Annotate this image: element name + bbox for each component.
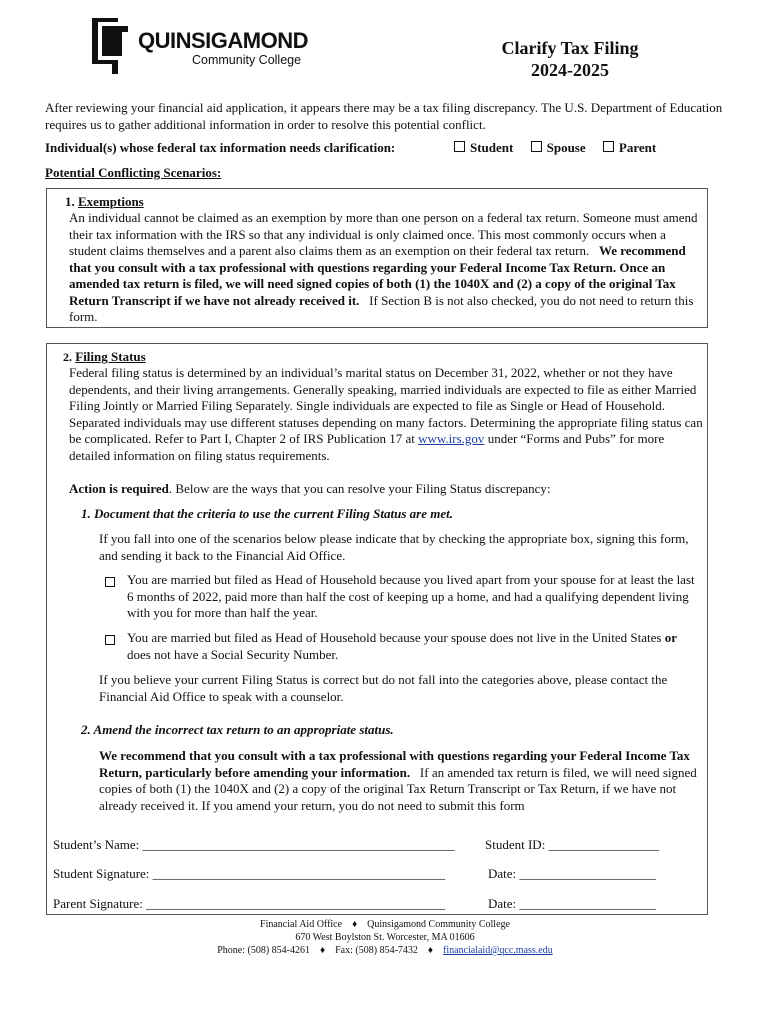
- section-1-text: An individual cannot be claimed as an exemption by more than one person on a federal tax return. Someone must amend their tax information with the IRS so that any individual is only claimed once. This most commonly occurs when a student claims themselves and a parent also claims them as an exemption on their federal tax return.: [69, 210, 698, 258]
- student-date-field[interactable]: Date: _____________________: [488, 866, 656, 881]
- student-id-field[interactable]: Student ID: _________________: [485, 837, 660, 852]
- section-2-body: [69, 365, 703, 464]
- parent-date-field[interactable]: Date: _____________________: [488, 896, 656, 911]
- parent-signature-field[interactable]: Parent Signature: ______________________________________________: [53, 896, 446, 911]
- scenarios-heading: Potential Conflicting Scenarios:: [45, 165, 222, 180]
- student-name-field[interactable]: Student’s Name: ________________________________________________: [53, 837, 455, 852]
- check-2-box[interactable]: [105, 633, 115, 649]
- footer-phone: Phone: (508) 854-4261: [217, 945, 311, 956]
- footer-office: Financial Aid Office: [260, 919, 343, 930]
- checkbox-icon[interactable]: [531, 141, 542, 152]
- title-line-2: 2024-2025: [531, 60, 609, 80]
- section-2-text-after: under “Forms and Pubs” for more detailed information on filing status requirements.: [69, 431, 665, 463]
- check-2-text-b: does not have a Social Security Number.: [127, 646, 339, 662]
- check-1-box[interactable]: [105, 575, 115, 591]
- footer-line-3: [0, 944, 770, 957]
- section-exemptions: [46, 188, 708, 328]
- title-line-1: Clarify Tax Filing: [501, 38, 639, 58]
- check-2-text: [127, 630, 703, 663]
- logo-name: QUINSIGAMOND: [138, 28, 308, 53]
- footer-separator: ♦: [352, 919, 358, 930]
- option-1-title: 1. Document that the criteria to use the current Filing Status are met.: [81, 506, 453, 521]
- intro-paragraph: After reviewing your financial aid application, it appears there may be a tax filing discrepancy. The U.S. Department of Education requires us to gather additional information in order to resolve this potential conflict.: [45, 100, 723, 132]
- check-2-or: or: [664, 630, 677, 645]
- option-parent[interactable]: [603, 140, 656, 155]
- footer-email-link[interactable]: financialaid@qcc.mass.edu: [443, 945, 553, 956]
- checkbox-icon[interactable]: [603, 141, 614, 152]
- checkbox-icon[interactable]: [454, 141, 465, 152]
- section-1-number: 1.: [65, 194, 75, 209]
- footer-separator: ♦: [427, 945, 434, 956]
- footer-address: 670 West Boylston St. Worcester, MA 01606: [295, 932, 475, 943]
- option-student-label: Student: [470, 140, 514, 155]
- footer-line-1: [0, 918, 770, 931]
- option-2-bold: We recommend that you consult with a tax professional with questions regarding your Federal Income Tax Return, particularly before amending your information.: [99, 748, 690, 780]
- logo-subtitle: Community College: [192, 53, 302, 67]
- section-2-title: Filing Status: [75, 349, 146, 364]
- option-student[interactable]: [454, 140, 513, 155]
- check-1-text: You are married but filed as Head of Household because you lived apart from your spouse for at least the last 6 months of 2022, paid more than half the cost of keeping up a home, and had a qualifying dependent living with you for more than half the year.: [127, 572, 695, 620]
- section-1-text-2: If Section B is not also checked, you do not need to return this form.: [69, 292, 694, 324]
- action-required: [69, 481, 703, 498]
- individuals-label: Individual(s) whose federal tax information needs clarification:: [45, 140, 396, 155]
- student-signature-field[interactable]: Student Signature: _____________________________________________: [53, 866, 446, 881]
- section-1-title: Exemptions: [78, 194, 144, 209]
- section-2-heading: [63, 349, 146, 365]
- checkbox-icon[interactable]: [105, 635, 115, 645]
- section-1-heading: [65, 194, 144, 210]
- action-required-bold: Action is required: [69, 481, 169, 496]
- section-1-bold: We recommend that you consult with a tax professional with questions regarding your Federal Income Tax Return. Once an amended tax return is filed, we will need signed copies of both (1) the 1040X and (2) a copy of the original Tax Return Transcript if we have not already received it.: [69, 243, 686, 308]
- option-2-text: If an amended tax return is filed, we will need signed copies of both (1) the 1040X and (2) a copy of the original Tax Return Transcript or Tax Return, if we have not already received it. If you amend your return, you do not need to submit this form: [99, 764, 697, 813]
- page-title: [470, 37, 670, 81]
- action-required-text: . Below are the ways that you can resolve your Filing Status discrepancy:: [168, 481, 551, 496]
- option-1-after: If you believe your current Filing Status is correct but do not fall into the categories above, please contact the Financial Aid Office to speak with a counselor.: [99, 672, 668, 704]
- irs-link[interactable]: www.irs.gov: [418, 431, 485, 446]
- option-2-body: [99, 748, 703, 814]
- section-1-body: [69, 210, 703, 326]
- checkbox-icon[interactable]: [105, 577, 115, 587]
- section-2-text: Federal filing status is determined by an individual’s marital status on December 31, 2022, whether or not they have dependents, and their living arrangements. Generally speaking, married individuals are expected to file as either Married Filing Jointly or Married Filing Separately. Single individuals are expected to file as Single or Head of Household. Separated individuals may use different statuses depending on many factors. Determining the appropriate filing status can be complicated. Refer to Part I, Chapter 2 of IRS Publication 17 at: [69, 365, 703, 446]
- option-1-text: If you fall into one of the scenarios below please indicate that by checking the appropriate box, signing this form, and sending it back to the Financial Aid Office.: [99, 531, 689, 563]
- section-2-number: 2.: [63, 350, 72, 364]
- section-filing-status: [46, 343, 708, 915]
- individuals-options: [454, 140, 670, 156]
- check-2-text-a: You are married but filed as Head of Household because your spouse does not live in the United States: [127, 630, 662, 645]
- option-2-title: 2. Amend the incorrect tax return to an appropriate status.: [81, 722, 394, 737]
- option-parent-label: Parent: [618, 140, 657, 155]
- footer-separator: ♦: [320, 945, 326, 956]
- footer-college: Quinsigamond Community College: [367, 919, 510, 930]
- college-logo-icon: [92, 18, 130, 74]
- option-spouse-label: Spouse: [546, 140, 586, 155]
- option-spouse[interactable]: [531, 140, 586, 155]
- footer-fax: Fax: (508) 854-7432: [335, 945, 418, 956]
